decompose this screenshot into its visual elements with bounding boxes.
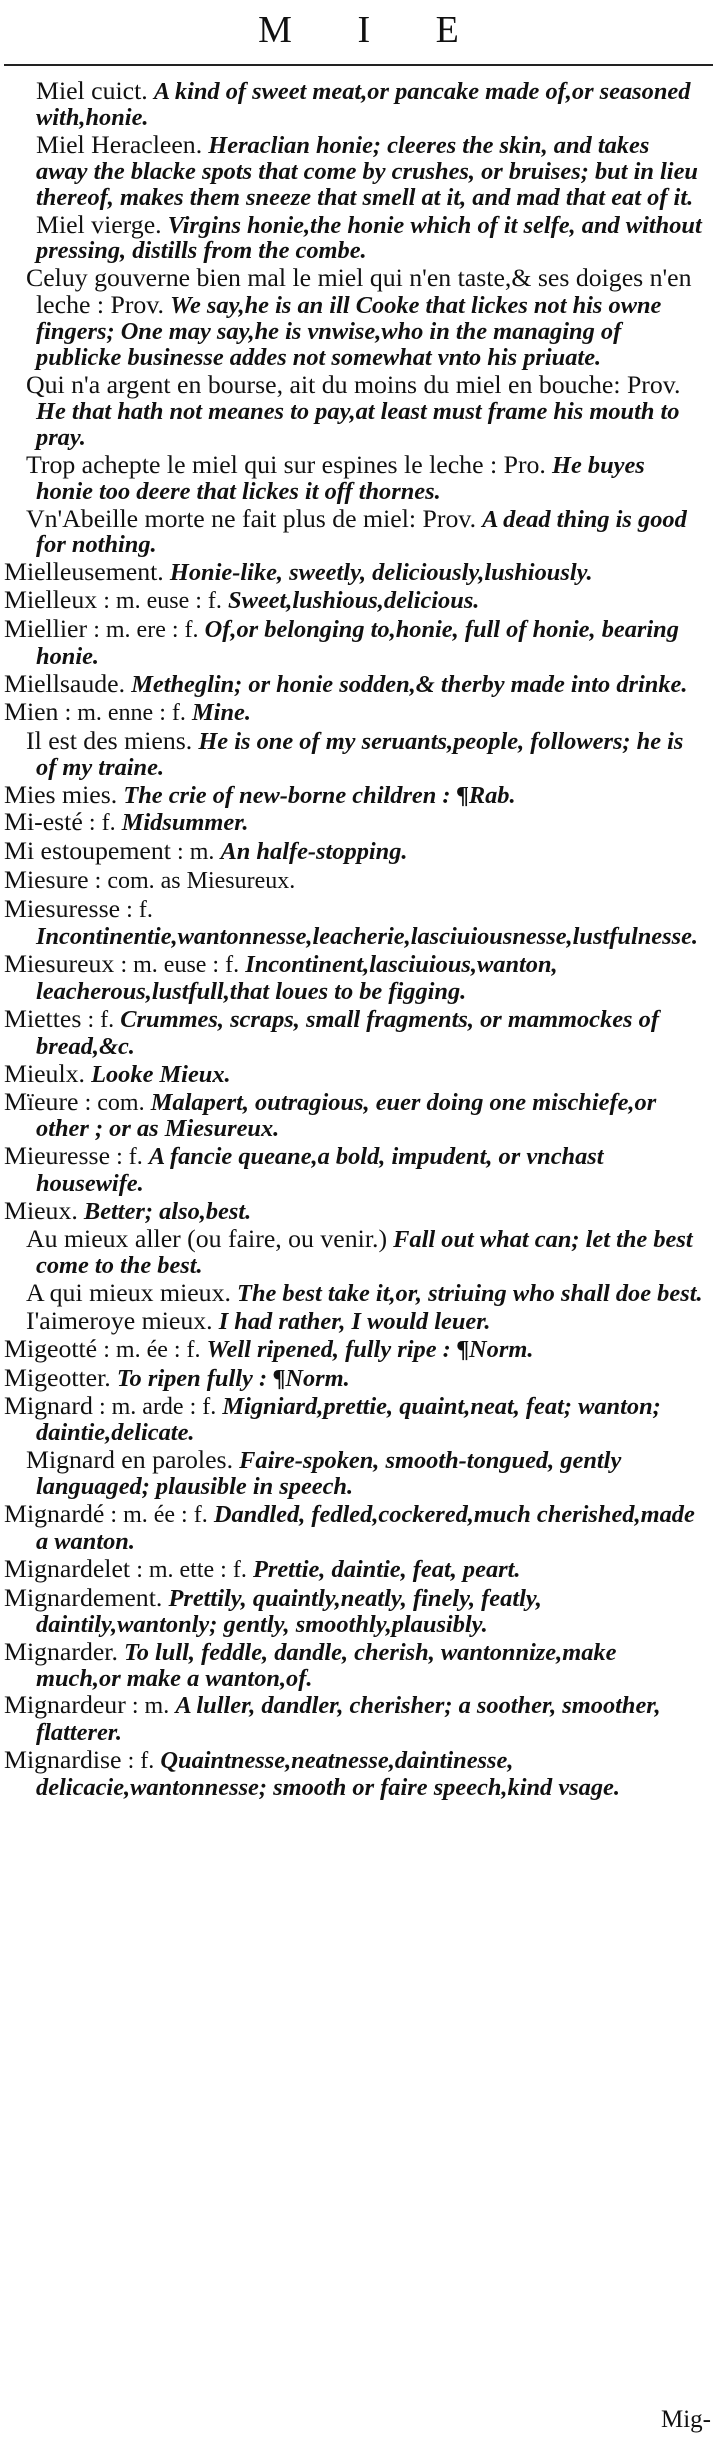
entry-headword: Mignard en paroles. xyxy=(26,1445,234,1475)
entry-definition: He is one of my seruants,people, followers; he is of my traine. xyxy=(36,727,684,781)
entry-headword: Mieux. xyxy=(4,1196,78,1226)
entry-headword: Mien xyxy=(4,696,59,726)
entry-headword: Mi estoupement xyxy=(4,836,171,866)
entry-definition: He buyes honie too deere that lickes it off thornes. xyxy=(36,451,645,505)
entry-headword: Mignardement. xyxy=(4,1582,163,1612)
entry-definition: To lull, feddle, dandle, cherish, wantonnize,make much,or make a wanton,of. xyxy=(36,1638,617,1692)
entry-definition: Malapert, outragious, euer doing one mischiefe,or other ; or as Miesureux. xyxy=(36,1088,657,1143)
entry-headword: Miesuresse xyxy=(4,894,121,924)
dictionary-entry xyxy=(0,896,705,950)
entry-grammar: : m. ée : f. xyxy=(110,1502,208,1529)
dictionary-entry xyxy=(0,725,705,781)
entry-definition: Better; also,best. xyxy=(83,1198,252,1226)
entry-definition: Midsummer. xyxy=(121,809,249,837)
entry-definition: Prettie, daintie, feat, peart. xyxy=(252,1555,521,1583)
dictionary-entry xyxy=(0,809,705,837)
dictionary-entry xyxy=(0,1553,705,1584)
entry-grammar: : m. ere : f. xyxy=(93,617,199,644)
entry-headword: Mignard xyxy=(4,1390,93,1420)
entry-grammar: : m. xyxy=(131,1693,170,1720)
dictionary-entry xyxy=(0,369,705,451)
entry-definition: Migniard,prettie, quaint,neat, feat; wanton; daintie,delicate. xyxy=(36,1392,661,1447)
dictionary-entry xyxy=(0,449,705,505)
page-header xyxy=(0,0,717,62)
dictionary-entry xyxy=(0,559,705,586)
running-title: M I E xyxy=(258,9,487,51)
dictionary-entry xyxy=(0,668,705,698)
entry-definition: A fancie queane,a bold, impudent, or vnchast housewife. xyxy=(36,1143,604,1198)
entry-list xyxy=(0,78,705,1802)
entry-definition: I had rather, I would leuer. xyxy=(218,1307,491,1335)
entry-grammar: : com. as Miesureux. xyxy=(94,868,296,895)
entry-headword: Mieulx. xyxy=(4,1058,85,1088)
dictionary-entry xyxy=(0,1747,705,1801)
entry-definition: Looke Mieux. xyxy=(91,1060,231,1088)
entry-headword: Miel cuict. xyxy=(36,76,148,105)
dictionary-entry xyxy=(0,1582,705,1638)
dictionary-entry xyxy=(0,1333,705,1364)
entry-definition: Dandled, fedled,cockered,much cherished,made a wanton. xyxy=(36,1501,695,1556)
entry-definition: Crummes, scraps, small fragments, or mammockes of bread,&c. xyxy=(36,1005,659,1060)
dictionary-entry xyxy=(0,1636,705,1692)
header-rule xyxy=(4,64,713,66)
entry-grammar: : f. xyxy=(88,810,116,837)
entry-headword: Mi-esté xyxy=(4,807,83,837)
dictionary-entry xyxy=(0,1058,705,1088)
entry-headword: Miettes xyxy=(4,1003,82,1033)
entry-definition: Incontinentie,wantonnesse,leacherie,lasciuiousnesse,lustfulnesse. xyxy=(36,923,699,951)
entry-definition: Quaintnesse,neatnesse,daintinesse, delicacie,wantonnesse; smooth or faire speech,kind vsage. xyxy=(36,1747,620,1802)
entry-headword: Mïeure xyxy=(4,1086,79,1116)
entry-definition: Virgins honie,the honie which of it selfe, and without pressing, distills from the combe. xyxy=(36,211,702,265)
entry-definition: Well ripened, fully ripe : ¶Norm. xyxy=(206,1335,534,1363)
entry-headword: A qui mieux mieux. xyxy=(26,1277,231,1307)
entry-definition: We say,he is an ill Cooke that lickes not his owne fingers; One may say,he is vnwise,who in the managing of publicke businesse addes not somewhat vnto his priuate. xyxy=(36,292,662,372)
entry-definition: The crie of new-borne children : ¶Rab. xyxy=(123,781,516,809)
dictionary-entry xyxy=(0,779,705,809)
dictionary-entry xyxy=(0,1305,705,1335)
entry-headword: Miesureux xyxy=(4,949,115,978)
dictionary-entry xyxy=(0,78,705,131)
entry-grammar: : f. xyxy=(116,1144,143,1171)
entry-definition: Honie-like, sweetly, deliciously,lushiously. xyxy=(169,559,593,587)
dictionary-entry xyxy=(0,129,705,211)
entry-headword: Miellsaude. xyxy=(4,668,126,698)
entry-definition: Metheglin; or honie sodden,& therby made into drinke. xyxy=(131,670,688,698)
entry-headword: Celuy gouverne bien mal le miel qui n'en taste,& ses doiges n'en leche : Prov. xyxy=(26,263,692,320)
entry-definition: A kind of sweet meat,or pancake made of,or seasoned with,honie. xyxy=(36,78,691,131)
entry-headword: Qui n'a argent en bourse, ait du moins du miel en bouche: Prov. xyxy=(26,369,681,399)
entry-definition: A dead thing is good for nothing. xyxy=(36,505,687,559)
dictionary-entry xyxy=(0,1277,705,1307)
dictionary-entry xyxy=(0,265,705,371)
dictionary-entry xyxy=(0,1447,705,1500)
dictionary-entry xyxy=(0,1692,705,1746)
entry-headword: Vn'Abeille morte ne fait plus de miel: Prov. xyxy=(26,503,477,533)
entry-definition: Incontinent,lasciuious,wanton, leacherous,lustfull,that loues to be figging. xyxy=(36,951,558,1005)
entry-grammar: : m. enne : f. xyxy=(64,699,186,726)
entry-definition: A luller, dandler, cherisher; a soother, smoother, flatterer. xyxy=(36,1692,661,1747)
entry-definition: The best take it,or, striuing who shall doe best. xyxy=(237,1279,703,1307)
dictionary-entry xyxy=(0,587,705,615)
dictionary-entry xyxy=(0,1362,705,1392)
entry-definition: To ripen fully : ¶Norm. xyxy=(116,1364,350,1392)
entry-grammar: : m. arde : f. xyxy=(98,1393,217,1420)
entry-grammar: : m. euse : f. xyxy=(120,952,240,978)
entry-grammar: : f. xyxy=(126,897,153,924)
entry-headword: Mignardise xyxy=(4,1745,122,1775)
entry-headword: Mignardeur xyxy=(4,1690,126,1720)
dictionary-entry xyxy=(0,951,705,1005)
dictionary-entry xyxy=(0,867,705,895)
entry-headword: Trop achepte le miel qui sur espines le leche : Pro. xyxy=(26,449,546,479)
entry-headword: Il est des miens. xyxy=(26,725,193,755)
entry-definition: Sweet,lushious,delicious. xyxy=(228,587,480,615)
entry-headword: Mielleux xyxy=(4,585,98,615)
dictionary-entry xyxy=(0,696,705,727)
entry-headword: I'aimeroye mieux. xyxy=(26,1305,213,1335)
entry-definition: Heraclian honie; cleeres the skin, and takes away the blacke spots that come by crushes, or bruises; but in lieu thereof, makes them sneeze that smell at it, and mad that eat of it. xyxy=(36,131,698,211)
entry-headword: Miel Heracleen. xyxy=(36,129,203,159)
entry-grammar: : f. xyxy=(87,1006,115,1033)
entry-grammar: : m. ette : f. xyxy=(136,1556,247,1583)
entry-grammar: : m. euse : f. xyxy=(103,588,222,615)
dictionary-entry xyxy=(0,838,705,866)
dictionary-entry xyxy=(0,1390,705,1447)
dictionary-entry xyxy=(0,1198,705,1225)
entry-headword: Mignardé xyxy=(4,1499,105,1529)
dictionary-entry xyxy=(0,1003,705,1060)
entry-grammar: : m. ée : f. xyxy=(103,1336,201,1363)
entry-headword: Migeotter. xyxy=(4,1362,111,1392)
dictionary-entry xyxy=(0,1226,705,1279)
entry-definition: Of,or belonging to,honie, full of honie, bearing honie. xyxy=(36,616,679,671)
entry-definition: Mine. xyxy=(191,698,251,726)
dictionary-entry xyxy=(0,1501,705,1555)
dictionary-entry xyxy=(0,1086,705,1143)
entry-definition: Fall out what can; let the best come to the best. xyxy=(36,1226,693,1279)
entry-headword: Au mieux aller (ou faire, ou venir.) xyxy=(26,1224,388,1254)
entry-headword: Miel vierge. xyxy=(36,209,162,239)
entry-grammar: : m. xyxy=(177,839,215,866)
entry-definition: He that hath not meanes to pay,at least must frame his mouth to pray. xyxy=(36,397,680,451)
catchword: Mig- xyxy=(661,2406,711,2433)
entry-headword: Migeotté xyxy=(4,1333,98,1363)
entry-headword: Mieuresse xyxy=(4,1141,111,1171)
entry-headword: Mies mies. xyxy=(4,779,118,809)
entry-headword: Mignardelet xyxy=(4,1553,131,1583)
entry-definition: Faire-spoken, smooth-tongued, gently languaged; plausible in speech. xyxy=(36,1447,622,1501)
entry-grammar: : f. xyxy=(127,1748,155,1775)
dictionary-entry xyxy=(0,209,705,265)
entry-definition: Prettily, quaintly,neatly, finely, featly, daintily,wantonly; gently, smoothly,plausibly. xyxy=(36,1584,542,1638)
entry-headword: Mignarder. xyxy=(4,1636,118,1666)
dictionary-entry xyxy=(0,503,705,559)
entry-grammar: : com. xyxy=(84,1089,145,1116)
dictionary-entry xyxy=(0,616,705,670)
dictionary-entry xyxy=(0,1143,705,1197)
entry-headword: Mielleusement. xyxy=(4,557,164,587)
entry-headword: Miesure xyxy=(4,865,89,895)
entry-headword: Miellier xyxy=(4,614,88,644)
entry-definition: An halfe-stopping. xyxy=(220,838,408,866)
